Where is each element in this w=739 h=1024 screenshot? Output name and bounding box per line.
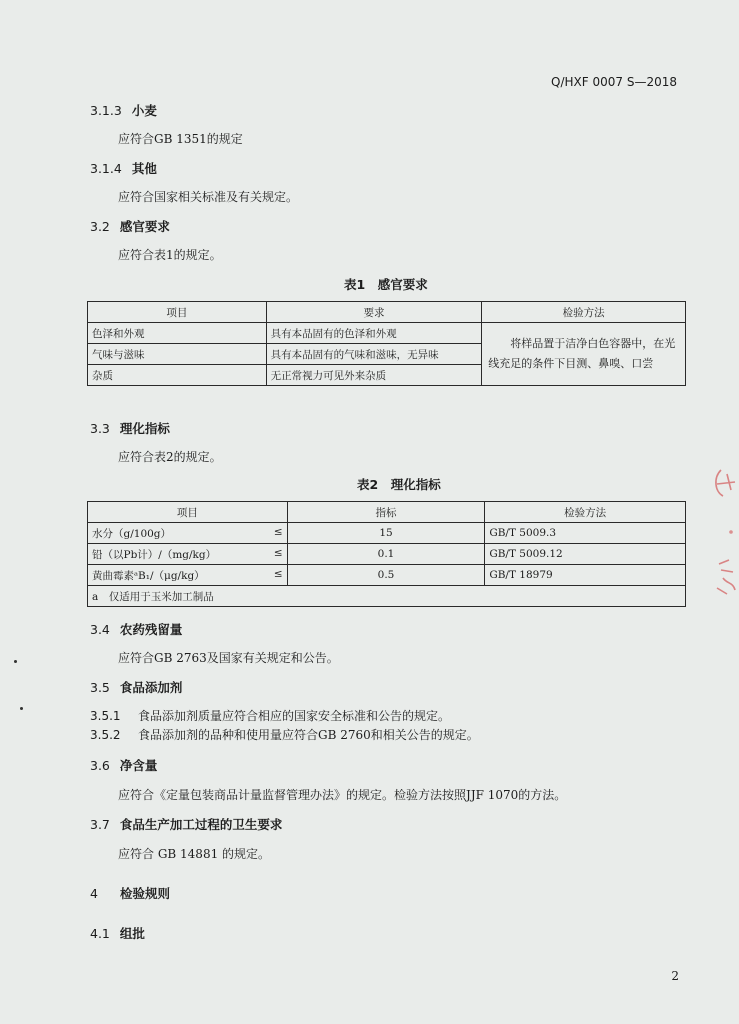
table-header-cell: 检验方法 [485, 502, 686, 523]
table-row [88, 544, 686, 565]
table2-caption: 表2 理化指标 [357, 477, 441, 492]
section-text-3-4: 应符合GB 2763及国家有关规定和公告。 [118, 651, 339, 665]
table1-caption: 表1 感官要求 [344, 277, 428, 292]
section-number: 3.4 [90, 622, 110, 637]
table-cell-item: 色泽和外观 [88, 323, 267, 344]
scan-mark [14, 660, 17, 663]
section-heading-3-2 [90, 217, 170, 235]
table-row [88, 565, 686, 586]
section-title: 其他 [131, 161, 157, 176]
table-header-cell: 项目 [88, 502, 288, 523]
clause-3-5-1 [90, 707, 450, 724]
table-cell-method: GB/T 5009.3 [485, 523, 686, 544]
table-cell-item [88, 565, 288, 586]
section-number: 4 [90, 886, 98, 901]
physicochemical-table [87, 501, 686, 607]
section-title: 净含量 [119, 758, 158, 773]
section-text-3-3: 应符合表2的规定。 [118, 450, 222, 464]
section-heading-4-1 [90, 924, 145, 942]
seal-stamp-icon [709, 460, 739, 610]
section-heading-3-6 [90, 756, 157, 774]
table-cell-item [88, 544, 288, 565]
section-number: 3.7 [90, 817, 110, 832]
section-heading-4 [90, 884, 170, 902]
scan-mark [20, 707, 23, 710]
table-cell-item: 气味与滋味 [88, 344, 267, 365]
table-header-cell: 要求 [266, 302, 482, 323]
table-row [88, 323, 686, 344]
item-label: 黄曲霉素ᵃB₁/（μg/kg） [92, 569, 205, 582]
table-cell-value: 0.1 [287, 544, 485, 565]
section-title: 感官要求 [119, 219, 170, 234]
table-header-cell: 检验方法 [482, 302, 686, 323]
clause-number: 3.5.1 [90, 709, 121, 723]
table-cell-requirement: 具有本品固有的色泽和外观 [266, 323, 482, 344]
table-footnote: a 仅适用于玉米加工制品 [88, 586, 686, 607]
section-heading-3-1-4 [90, 159, 157, 177]
section-text-3-6: 应符合《定量包装商品计量监督管理办法》的规定。检验方法按照JJF 1070的方法。 [118, 788, 567, 802]
section-heading-3-3 [90, 419, 170, 437]
section-heading-3-4 [90, 620, 182, 638]
section-title: 小麦 [131, 103, 157, 118]
sensory-table [87, 301, 686, 386]
clause-text: 食品添加剂的品种和使用量应符合GB 2760和相关公告的规定。 [138, 728, 479, 742]
table-cell-method [482, 323, 686, 386]
section-number: 4.1 [90, 926, 110, 941]
table-cell-value: 0.5 [287, 565, 485, 586]
table-cell-item: 杂质 [88, 365, 267, 386]
section-number: 3.1.4 [90, 161, 122, 176]
table-header-row [88, 302, 686, 323]
clause-3-5-2 [90, 726, 479, 743]
section-number: 3.3 [90, 421, 110, 436]
section-number: 3.6 [90, 758, 110, 773]
section-number: 3.2 [90, 219, 110, 234]
section-title: 理化指标 [119, 421, 170, 436]
section-text-3-7: 应符合 GB 14881 的规定。 [118, 847, 271, 861]
operator: ≤ [273, 546, 283, 559]
section-number: 3.1.3 [90, 103, 122, 118]
clause-text: 食品添加剂质量应符合相应的国家安全标准和公告的规定。 [138, 709, 451, 723]
section-heading-3-1-3 [90, 101, 157, 119]
table-cell-requirement: 具有本品固有的气味和滋味，无异味 [266, 344, 482, 365]
section-text-3-2: 应符合表1的规定。 [118, 248, 222, 262]
table-cell-method: GB/T 5009.12 [485, 544, 686, 565]
table-row [88, 523, 686, 544]
section-title: 检验规则 [119, 886, 170, 901]
page-number: 2 [671, 969, 679, 983]
section-heading-3-5 [90, 678, 182, 696]
section-text-3-1-4: 应符合国家相关标准及有关规定。 [118, 190, 299, 204]
section-title: 食品生产加工过程的卫生要求 [119, 817, 283, 832]
item-label: 水分（g/100g） [92, 527, 172, 540]
method-text: 将样品置于洁净白色容器中，在光线充足的条件下目测、鼻嗅、口尝 [488, 337, 676, 370]
table-header-row [88, 502, 686, 523]
section-text-3-1-3: 应符合GB 1351的规定 [118, 132, 243, 146]
table-cell-value: 15 [287, 523, 485, 544]
section-heading-3-7 [90, 815, 282, 833]
table-header-cell: 项目 [88, 302, 267, 323]
section-title: 组批 [119, 926, 145, 941]
operator: ≤ [273, 525, 283, 538]
item-label: 铅（以Pb计）/（mg/kg） [92, 548, 217, 561]
clause-number: 3.5.2 [90, 728, 121, 742]
table-header-cell: 指标 [287, 502, 485, 523]
table-cell-requirement: 无正常视力可见外来杂质 [266, 365, 482, 386]
table-cell-item [88, 523, 288, 544]
operator: ≤ [273, 567, 283, 580]
table-cell-method: GB/T 18979 [485, 565, 686, 586]
standard-number: Q/HXF 0007 S—2018 [551, 75, 677, 89]
section-number: 3.5 [90, 680, 110, 695]
section-title: 食品添加剂 [119, 680, 183, 695]
table-footnote-row [88, 586, 686, 607]
section-title: 农药残留量 [119, 622, 183, 637]
